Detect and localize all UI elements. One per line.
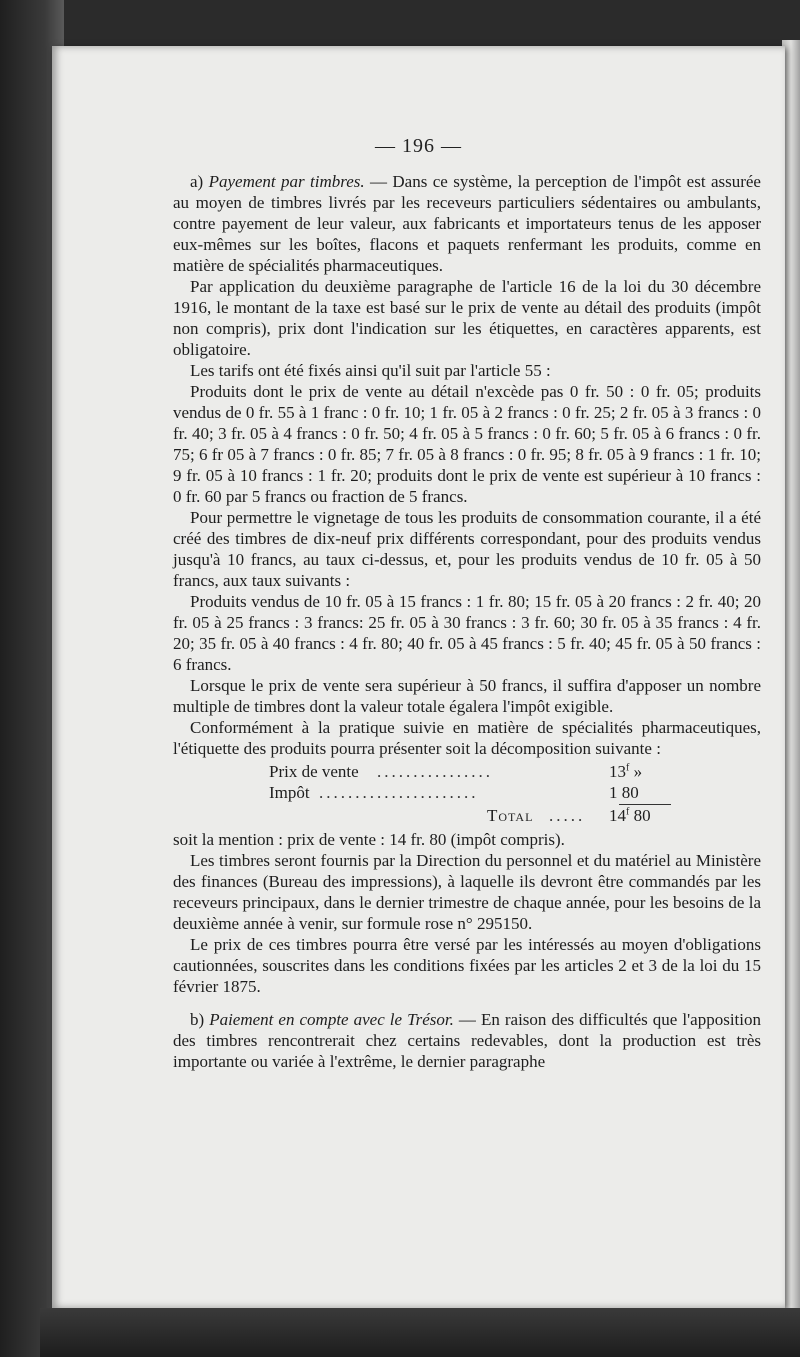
section-a-label: a): [190, 172, 209, 191]
paragraph-b-text: — En raison des difficultés que l'apposition des timbres rencontrerait chez certains redevables, dont la production est très importante ou variée à l'extrême, le dernier paragraphe: [173, 1010, 761, 1071]
table-total-row: [269, 805, 669, 826]
leader-dots: ......................: [319, 783, 479, 802]
paragraph: Pour permettre le vignetage de tous les produits de consommation courante, il a été créé des timbres de dix-neuf prix différents correspondant, pour des produits vendus jusqu'à 10 francs, au taux ci-dessus, et, pour les produits vendus de 10 fr. 05 à 50 francs, aux taux suivants :: [173, 508, 761, 590]
amount-main: 13: [609, 762, 626, 781]
total-amount: [609, 805, 669, 826]
section-b-title: Paiement en compte avec le Trésor.: [209, 1010, 454, 1029]
row-label: Prix de vente: [269, 762, 359, 781]
paragraph: Lorsque le prix de vente sera supérieur à 50 francs, il suffira d'apposer un nombre multiple de timbres dont la valeur totale égalera l'impôt exigible.: [173, 676, 761, 716]
leader-dots: .....: [549, 806, 586, 825]
row-amount: [609, 761, 669, 782]
table-row: [269, 761, 669, 782]
row-amount: 1 80: [609, 783, 639, 802]
section-b-label: b): [190, 1010, 210, 1029]
page-body: [173, 171, 761, 1072]
leader-dots: ................: [377, 762, 493, 781]
paragraph-tariffs-high: Produits vendus de 10 fr. 05 à 15 francs : 1 fr. 80; 15 fr. 05 à 20 francs : 2 fr. 40; 20 fr. 05 à 25 francs : 3 francs: 25 fr. 05 à 30 francs : 3 fr. 60; 30 fr. 05 à 35 francs : 4 fr. 20; 35 fr. 05 à 40 francs : 4 fr. 80; 40 fr. 05 à 45 francs : 5 fr. 40; 45 fr. 05 à 50 francs : 6 francs.: [173, 592, 761, 674]
amount-unit: f: [626, 762, 630, 774]
bottom-shadow: [40, 1308, 800, 1357]
paragraph: Le prix de ces timbres pourra être versé par les intéressés au moyen d'obligations cautionnées, souscrites dans les conditions fixées par les articles 2 et 3 de la loi du 15 février 1875.: [173, 935, 761, 996]
paragraph: Les timbres seront fournis par la Direction du personnel et du matériel au Ministère des finances (Bureau des impressions), à laquelle ils devront être commandés par les receveurs principaux, dans le dernier trimestre de chaque année, pour les besoins de la deuxième année à venir, sur formule rose n° 295150.: [173, 851, 761, 933]
page-number: — 196 —: [375, 135, 462, 157]
paragraph: Les tarifs ont été fixés ainsi qu'il suit par l'article 55 :: [190, 361, 551, 380]
table-row: [269, 782, 669, 803]
price-breakdown-table: [173, 761, 761, 827]
paragraph: Conformément à la pratique suivie en matière de spécialités pharmaceutiques, l'étiquette des produits pourra présenter soit la décomposition suivante :: [173, 718, 761, 758]
amount-main: 14: [609, 806, 626, 825]
paragraph-a: [173, 171, 761, 276]
paragraph-b: [173, 1009, 761, 1072]
amount-tail: 80: [629, 806, 651, 825]
paragraph-tariffs: Produits dont le prix de vente au détail n'excède pas 0 fr. 50 : 0 fr. 05; produits vendus de 0 fr. 55 à 1 franc : 0 fr. 10; 1 fr. 05 à 2 francs : 0 fr. 25; 2 fr. 05 à 3 francs : 0 fr. 40; 3 fr. 05 à 4 francs : 0 fr. 50; 4 fr. 05 à 5 francs : 0 fr. 60; 5 fr. 05 à 6 francs : 0 fr. 75; 6 fr 05 à 7 francs : 0 fr. 85; 7 fr. 05 à 8 francs : 0 fr. 95; 8 fr. 05 à 9 francs : 1 fr. 10; 9 fr. 05 à 10 francs : 1 fr. 20; produits dont le prix de vente est supérieur à 10 francs : 0 fr. 60 par 5 francs ou fraction de 5 francs.: [173, 382, 761, 506]
paragraph-a-text: — Dans ce système, la perception de l'impôt est assurée au moyen de timbres livrés par les receveurs particuliers sédentaires ou ambulants, contre payement de leur valeur, aux fabricants et importateurs tenus de les apposer eux-mêmes sur les boîtes, flacons et paquets renfermant les produits, comme en matière de spécialités pharmaceutiques.: [173, 172, 761, 275]
row-label: Impôt: [269, 783, 310, 802]
total-label: Total: [487, 806, 534, 825]
section-a-title: Payement par timbres.: [208, 172, 365, 191]
paragraph: Par application du deuxième paragraphe de l'article 16 de la loi du 30 décembre 1916, le montant de la taxe est basé sur le prix de vente au détail des produits (impôt non compris), prix dont l'indication sur les étiquettes, en caractères apparents, est obligatoire.: [173, 277, 761, 359]
paragraph: soit la mention : prix de vente : 14 fr. 80 (impôt compris).: [173, 830, 565, 849]
amount-tail: »: [629, 762, 643, 781]
amount-unit: f: [626, 806, 630, 818]
